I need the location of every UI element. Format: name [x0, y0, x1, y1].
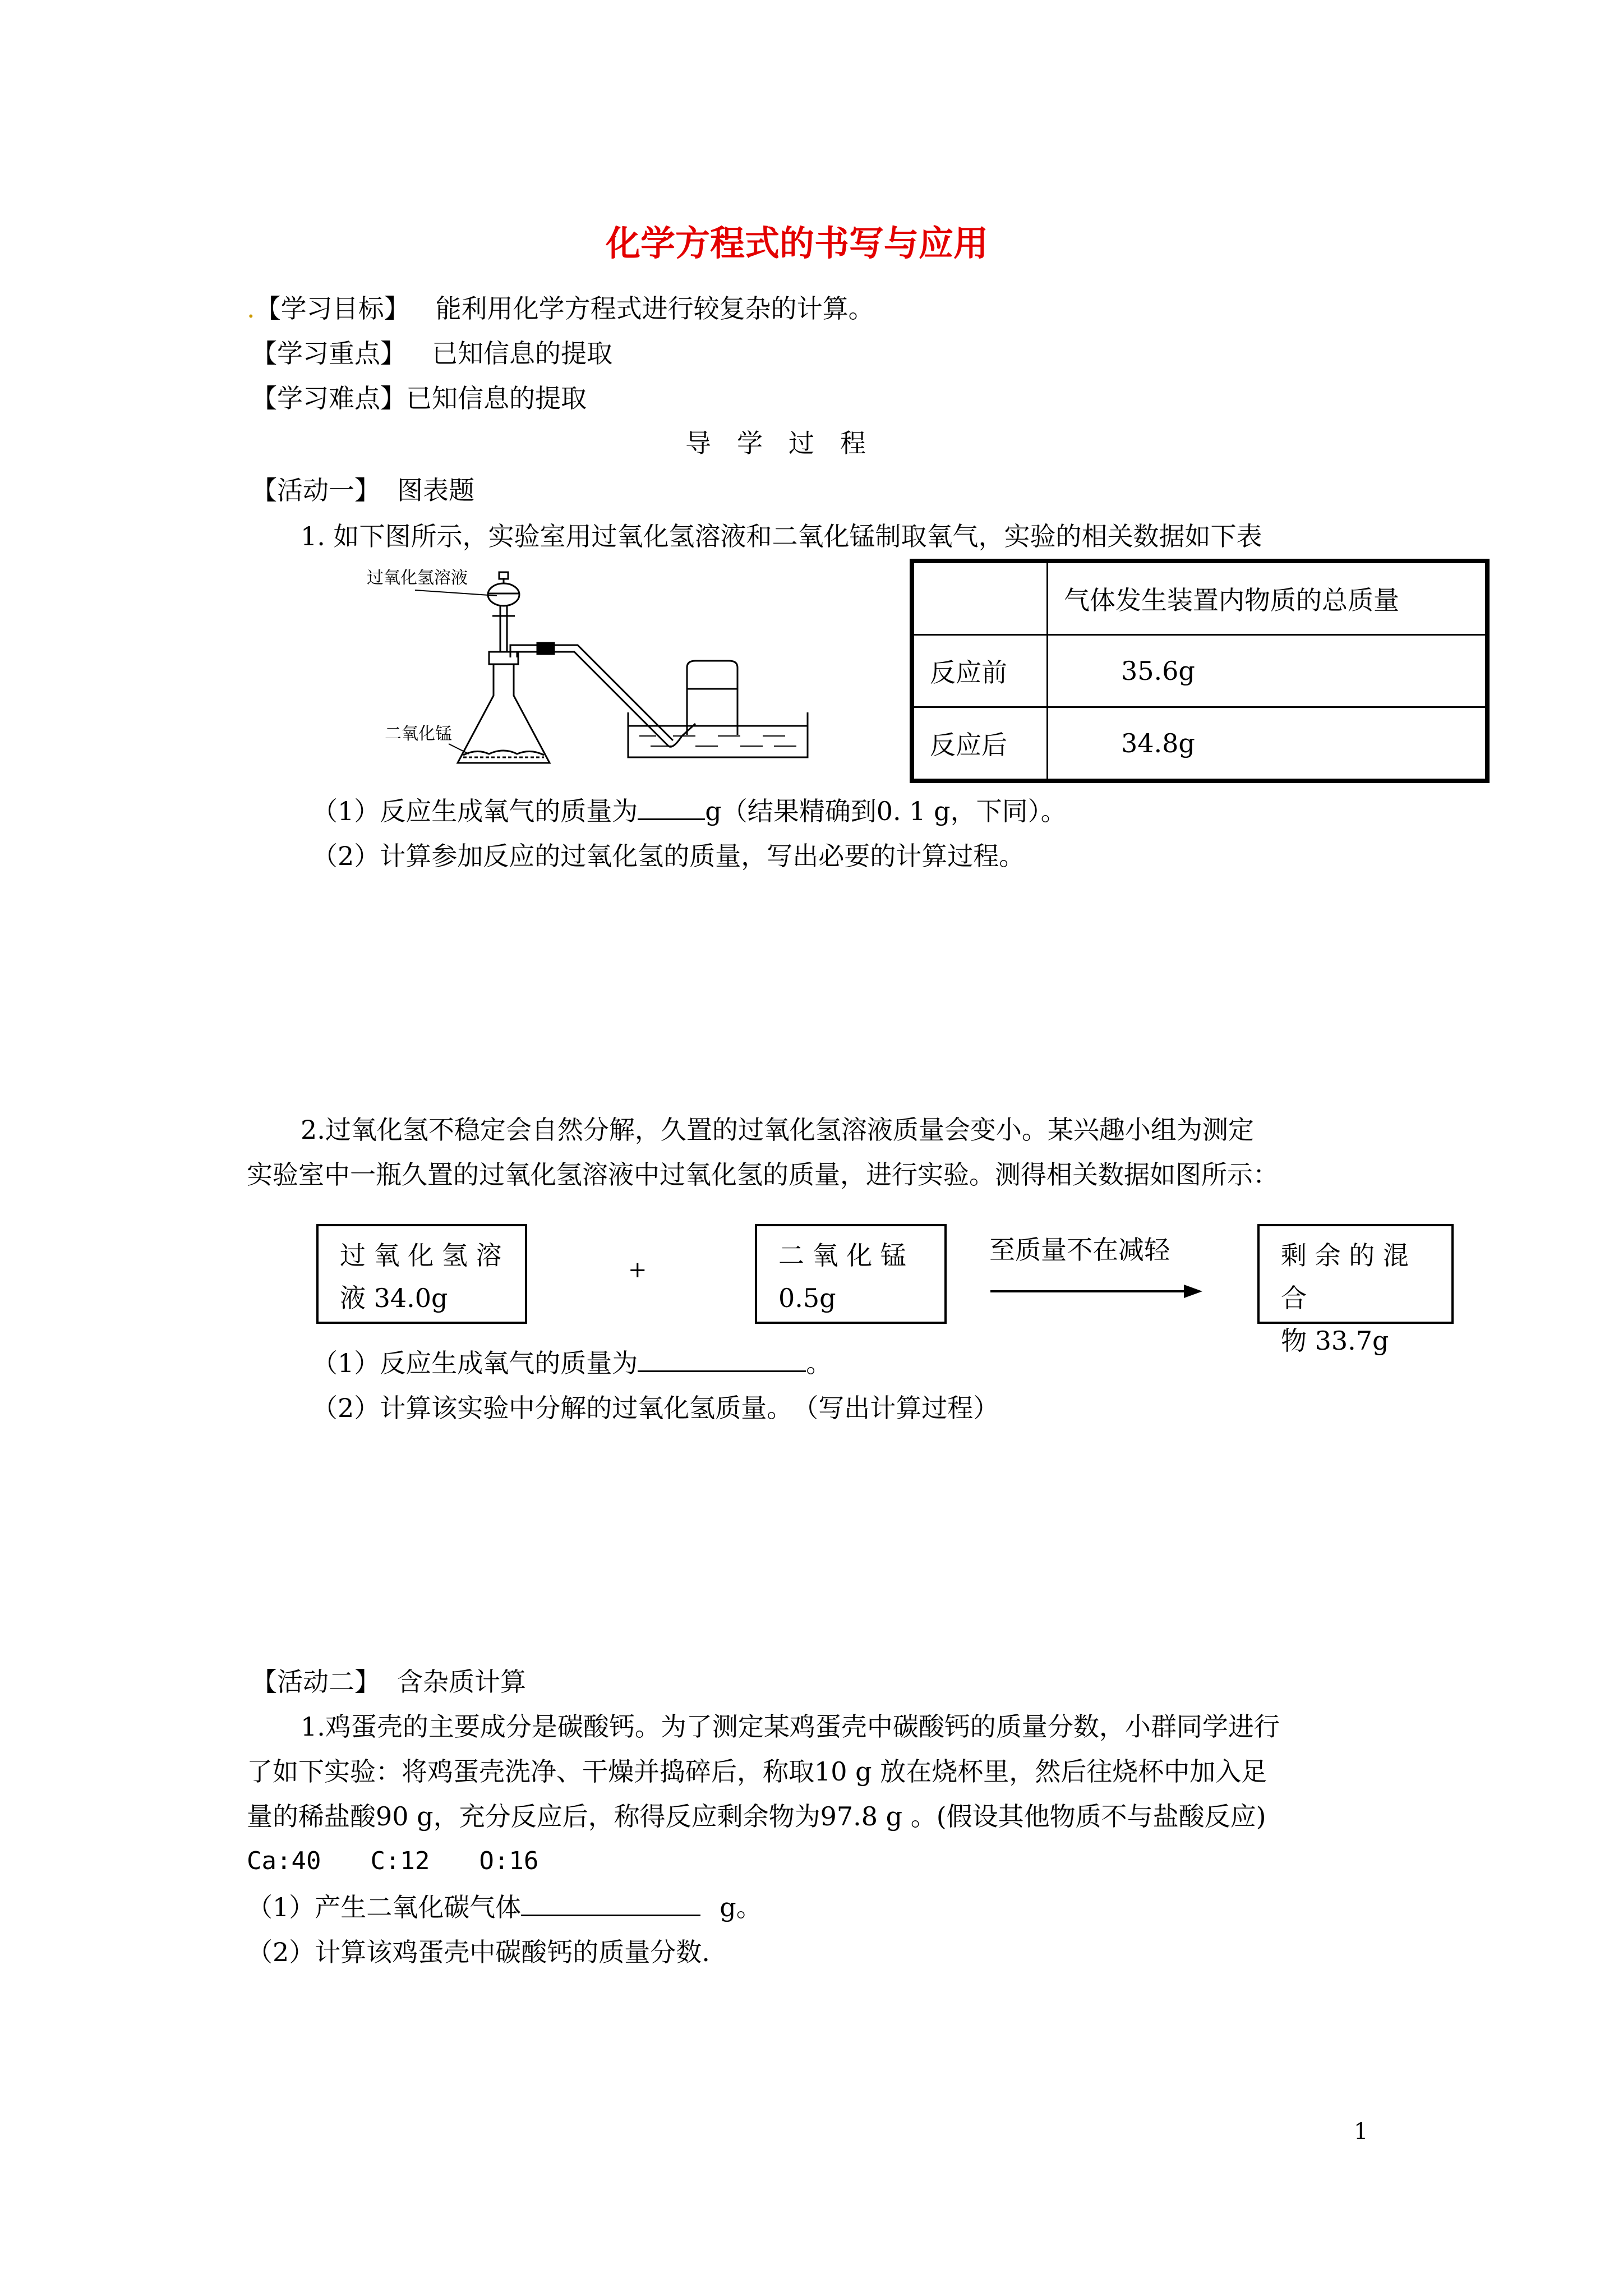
- activity2-q1-line2: 了如下实验：将鸡蛋壳洗净、干燥并捣碎后，称取10 g 放在烧杯里，然后往烧杯中加入足: [247, 1756, 1267, 1787]
- table-row: [912, 635, 1487, 707]
- table-corner-cell: [912, 561, 1048, 635]
- activity1-topic: 图表题: [397, 475, 474, 505]
- page-number: 1: [1354, 2119, 1368, 2145]
- answer-blank-co2-mass[interactable]: [521, 1892, 700, 1916]
- flow-box-hydrogen-peroxide: [316, 1224, 527, 1324]
- activity1-q1-part1: [312, 795, 1067, 827]
- activity2-q1-line3: 量的稀盐酸90 g，充分反应后，称得反应剩余物为97.8 g 。(假设其他物质不与盐酸反应): [247, 1801, 1266, 1832]
- activity1-q1-stem: 1. 如下图所示，实验室用过氧化氢溶液和二氧化锰制取氧气，实验的相关数据如下表: [301, 521, 1262, 551]
- activity2-topic: 含杂质计算: [397, 1667, 526, 1697]
- activity2-q1-part1: [247, 1892, 762, 1923]
- part1-suffix: 。: [806, 1348, 832, 1378]
- mass-data-table: [910, 559, 1490, 783]
- activity2-q1-line1: 1.鸡蛋壳的主要成分是碳酸钙。为了测定某鸡蛋壳中碳酸钙的质量分数，小群同学进行: [301, 1711, 1280, 1742]
- box1-line1: 过 氧 化 氢 溶: [340, 1240, 502, 1271]
- box1-line2: 液 34.0g: [340, 1283, 448, 1313]
- activity2-label: 【活动二】: [251, 1667, 380, 1697]
- learning-focus: [251, 338, 612, 369]
- row-label: 反应前: [912, 635, 1048, 707]
- table-header-row: [912, 561, 1487, 635]
- marker-dot: .: [247, 293, 255, 324]
- row-label: 反应后: [912, 707, 1048, 781]
- table-header-cell: 气体发生装置内物质的总质量: [1048, 561, 1488, 635]
- row-value: 34.8g: [1048, 707, 1488, 781]
- part1-prefix: （1）产生二氧化碳气体: [247, 1892, 522, 1922]
- label-manganese-dioxide: 二氧化锰: [385, 724, 452, 744]
- stopper: [489, 652, 518, 664]
- label-hydrogen-peroxide: 过氧化氢溶液: [367, 568, 468, 588]
- activity1-q2-stem-line2: 实验室中一瓶久置的过氧化氢溶液中过氧化氢的质量，进行实验。测得相关数据如图所示：: [247, 1159, 1279, 1190]
- box2-line1: 二 氧 化 锰: [778, 1240, 906, 1271]
- box2-line2: 0.5g: [778, 1283, 836, 1313]
- funnel-bulb: [488, 583, 519, 606]
- box3-line1: 剩 余 的 混 合: [1281, 1240, 1409, 1313]
- page-title: 化学方程式的书写与应用: [606, 223, 989, 264]
- flow-box-manganese-dioxide: [755, 1224, 947, 1324]
- activity1-q1-part2: （2）计算参加反应的过氧化氢的质量，写出必要的计算过程。: [312, 841, 1025, 871]
- part1-suffix: g。: [720, 1892, 762, 1922]
- flow-box-remaining-mixture: [1257, 1224, 1454, 1356]
- part1-prefix: （1）反应生成氧气的质量为: [312, 796, 638, 826]
- learning-difficulty: [251, 383, 587, 414]
- relative-atomic-masses: Ca:40 C:12 O:16: [247, 1847, 539, 1875]
- apparatus-diagram: [359, 561, 920, 785]
- answer-blank-oxygen-mass-2[interactable]: [638, 1348, 806, 1372]
- table-row: [912, 707, 1487, 781]
- part1-suffix: g（结果精确到0. 1 g，下同）。: [705, 796, 1067, 826]
- objective-label: 【学习目标】: [255, 293, 410, 324]
- water-trough: [628, 712, 808, 757]
- guide-title: 导 学 过 程: [685, 428, 866, 458]
- activity1-label: 【活动一】: [251, 475, 380, 505]
- box3-line2: 物 33.7g: [1281, 1326, 1389, 1356]
- answer-blank-oxygen-mass[interactable]: [638, 796, 705, 820]
- part1-prefix: （1）反应生成氧气的质量为: [312, 1348, 638, 1378]
- focus-label: 【学习重点】: [251, 338, 406, 369]
- row-value: 35.6g: [1048, 635, 1488, 707]
- activity1-q2-part1: [312, 1347, 832, 1379]
- conical-flask: [458, 664, 550, 763]
- focus-text: 已知信息的提取: [432, 338, 612, 369]
- learning-objective: [247, 293, 874, 324]
- activity2-q1-part2: （2）计算该鸡蛋壳中碳酸钙的质量分数.: [247, 1937, 710, 1967]
- reaction-arrow-icon: [990, 1280, 1204, 1303]
- activity1-heading: [251, 475, 474, 506]
- activity1-q2-stem-line1: 2.过氧化氢不稳定会自然分解，久置的过氧化氢溶液质量会变小。某兴趣小组为测定: [301, 1115, 1254, 1145]
- objective-text: 能利用化学方程式进行较复杂的计算。: [435, 293, 874, 324]
- activity2-heading: [251, 1666, 526, 1697]
- activity1-q2-part2: （2）计算该实验中分解的过氧化氢质量。 （写出计算过程）: [312, 1393, 999, 1423]
- plus-sign: +: [628, 1257, 647, 1283]
- difficulty-label: 【学习难点】: [251, 383, 406, 413]
- difficulty-text: 已知信息的提取: [406, 383, 587, 413]
- arrow-label: 至质量不在减轻: [989, 1235, 1170, 1265]
